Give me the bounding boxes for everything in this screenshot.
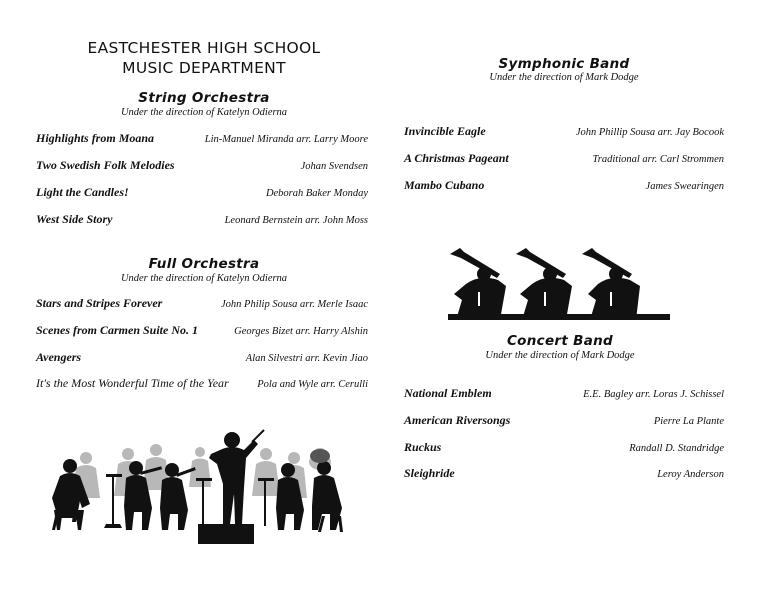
piece-title: Ruckus [404,440,442,454]
program-item [404,178,724,193]
piece-title: A Christmas Pageant [404,151,509,165]
program-item [404,386,724,401]
piece-title: Stars and Stripes Forever [36,296,163,310]
piece-composer: Alan Silvestri arr. Kevin Jiao [245,353,368,364]
piece-composer: E.E. Bagley arr. Loras J. Schissel [583,389,724,400]
piece-title: Light the Candles! [36,185,129,199]
piece-composer: Randall D. Standridge [629,443,724,454]
concert-band-title: Concert Band [506,333,614,349]
full-orchestra-director: Under the direction of Katelyn Odierna [120,273,288,284]
trumpeters-silhouette-image [448,248,670,320]
piece-title: American Riversongs [404,413,511,427]
piece-composer: Leroy Anderson [657,469,724,480]
program-item [36,296,368,311]
piece-title: West Side Story [36,212,113,226]
symphonic-band-title: Symphonic Band [498,56,630,72]
piece-title: National Emblem [404,386,492,400]
school-name: EASTCHESTER HIGH SCHOOL [87,39,321,57]
piece-title: It's the Most Wonderful Time of the Year [36,376,229,390]
program-item [36,131,368,146]
symphonic-band-director: Under the direction of Mark Dodge [489,72,639,83]
piece-composer: Georges Bizet arr. Harry Alshin [234,326,368,337]
piece-composer: John Phillip Sousa arr. Jay Bocook [575,127,724,138]
piece-title: Two Swedish Folk Melodies [36,158,175,172]
program-item [36,185,368,200]
string-orchestra-title: String Orchestra [138,90,270,106]
piece-title: Avengers [36,350,82,364]
piece-composer: Pola and Wyle arr. Cerulli [257,379,368,390]
program-item [36,158,368,173]
piece-title: Invincible Eagle [404,124,486,138]
program-item [36,350,368,365]
full-orchestra-title: Full Orchestra [148,256,260,272]
piece-composer: John Philip Sousa arr. Merle Isaac [221,299,368,310]
program-item [404,440,724,455]
program-item [36,323,368,338]
piece-title: Scenes from Carmen Suite No. 1 [36,323,199,337]
program-item [404,413,724,428]
program-item [404,124,724,139]
orchestra-silhouette-image [48,428,354,544]
string-orchestra-director: Under the direction of Katelyn Odierna [120,107,288,118]
program-item [404,151,724,166]
piece-composer: Traditional arr. Carl Strommen [592,154,724,165]
piece-title: Highlights from Moana [36,131,155,145]
piece-title: Sleighride [404,466,455,480]
piece-title: Mambo Cubano [404,178,485,192]
piece-composer: Lin-Manuel Miranda arr. Larry Moore [204,134,368,145]
program-item [404,466,724,481]
piece-composer: Pierre La Plante [653,416,724,427]
concert-band-director: Under the direction of Mark Dodge [485,350,635,361]
piece-composer: Johan Svendsen [300,161,368,172]
piece-composer: James Swearingen [645,181,724,192]
school-header [36,38,372,78]
piece-composer: Leonard Bernstein arr. John Moss [224,215,368,226]
program-item [36,376,368,391]
department-name: MUSIC DEPARTMENT [122,59,286,77]
piece-composer: Deborah Baker Monday [265,188,368,199]
program-item [36,212,368,227]
